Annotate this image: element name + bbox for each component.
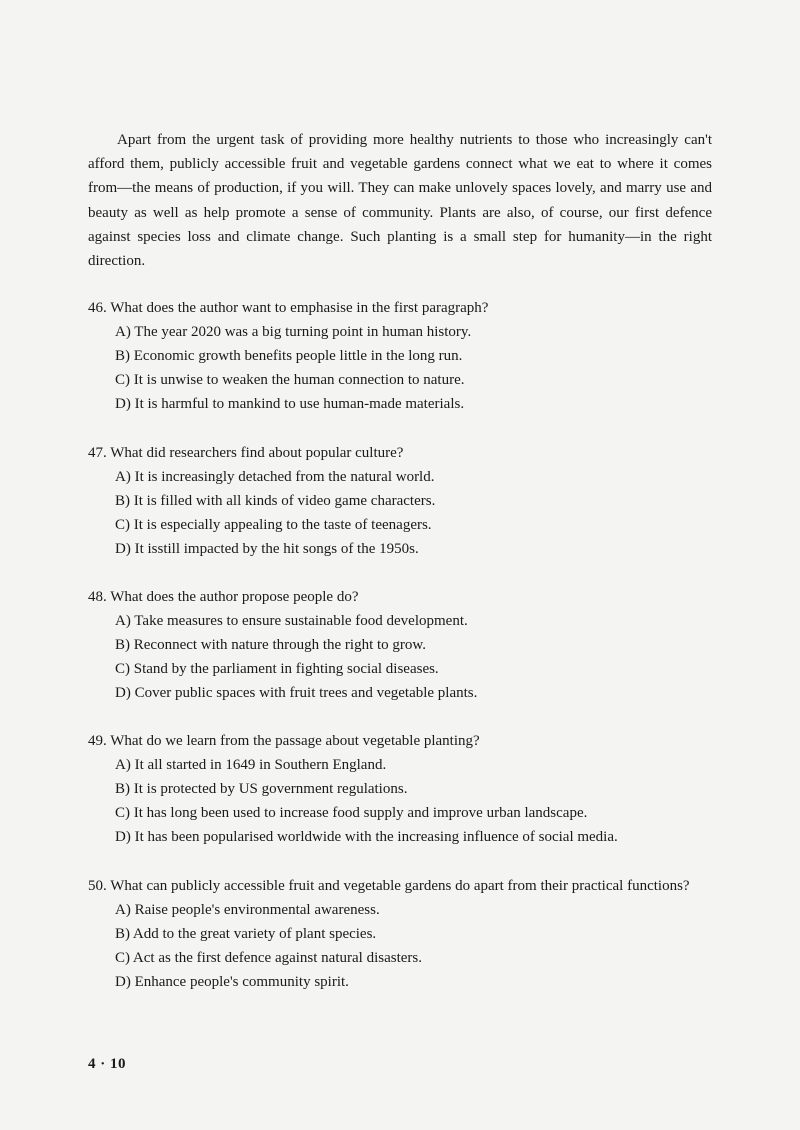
passage-paragraph: Apart from the urgent task of providing more healthy nutrients to those who increasingly can't afford them, publicly accessible fruit and vegetable gardens connect what we eat to where it comes from—the means of production, if you will. They can make unlovely spaces lovely, and marry use and beauty as well as help promote a sense of community. Plants are also, of course, our first defence against species loss and climate change. Such planting is a small step for humanity—in the right direction. xyxy=(88,132,712,270)
option-b: B) It is protected by US government regulations. xyxy=(115,781,408,797)
option-list xyxy=(88,609,728,705)
question-49 xyxy=(88,729,728,849)
option-d: D) It is harmful to mankind to use human-made materials. xyxy=(115,396,465,412)
question-stem: 46. What does the author want to emphasise in the first paragraph? xyxy=(88,300,489,316)
question-46 xyxy=(88,296,728,416)
option-a: A) It is increasingly detached from the natural world. xyxy=(115,469,435,485)
question-stem: 49. What do we learn from the passage about vegetable planting? xyxy=(88,733,480,749)
option-c: C) Act as the first defence against natural disasters. xyxy=(115,950,422,966)
option-a: A) It all started in 1649 in Southern England. xyxy=(115,757,387,773)
question-stem: 48. What does the author propose people do? xyxy=(88,589,359,605)
option-b: B) Add to the great variety of plant species. xyxy=(115,926,377,942)
question-stem: 50. What can publicly accessible fruit and vegetable gardens do apart from their practical functions? xyxy=(88,878,690,894)
option-b: B) Reconnect with nature through the right to grow. xyxy=(115,637,427,653)
page-number: 4 · 10 xyxy=(88,1056,127,1072)
option-c: C) It is unwise to weaken the human connection to nature. xyxy=(115,372,465,388)
option-list xyxy=(88,320,728,416)
option-c: C) It has long been used to increase food supply and improve urban landscape. xyxy=(115,805,588,821)
option-d: D) Cover public spaces with fruit trees and vegetable plants. xyxy=(115,685,478,701)
option-c: C) It is especially appealing to the taste of teenagers. xyxy=(115,517,432,533)
question-50 xyxy=(88,874,728,994)
option-list xyxy=(88,465,728,561)
option-list xyxy=(88,898,728,994)
option-d: D) Enhance people's community spirit. xyxy=(115,974,349,990)
question-stem: 47. What did researchers find about popular culture? xyxy=(88,445,404,461)
option-a: A) The year 2020 was a big turning point in human history. xyxy=(115,324,472,340)
option-b: B) Economic growth benefits people little in the long run. xyxy=(115,348,463,364)
option-b: B) It is filled with all kinds of video game characters. xyxy=(115,493,436,509)
question-47 xyxy=(88,441,728,561)
option-list xyxy=(88,753,728,849)
option-a: A) Take measures to ensure sustainable food development. xyxy=(115,613,468,629)
option-d: D) It isstill impacted by the hit songs of the 1950s. xyxy=(115,541,419,557)
option-c: C) Stand by the parliament in fighting social diseases. xyxy=(115,661,439,677)
question-48 xyxy=(88,585,728,705)
option-a: A) Raise people's environmental awareness. xyxy=(115,902,380,918)
option-d: D) It has been popularised worldwide with the increasing influence of social media. xyxy=(115,829,618,845)
